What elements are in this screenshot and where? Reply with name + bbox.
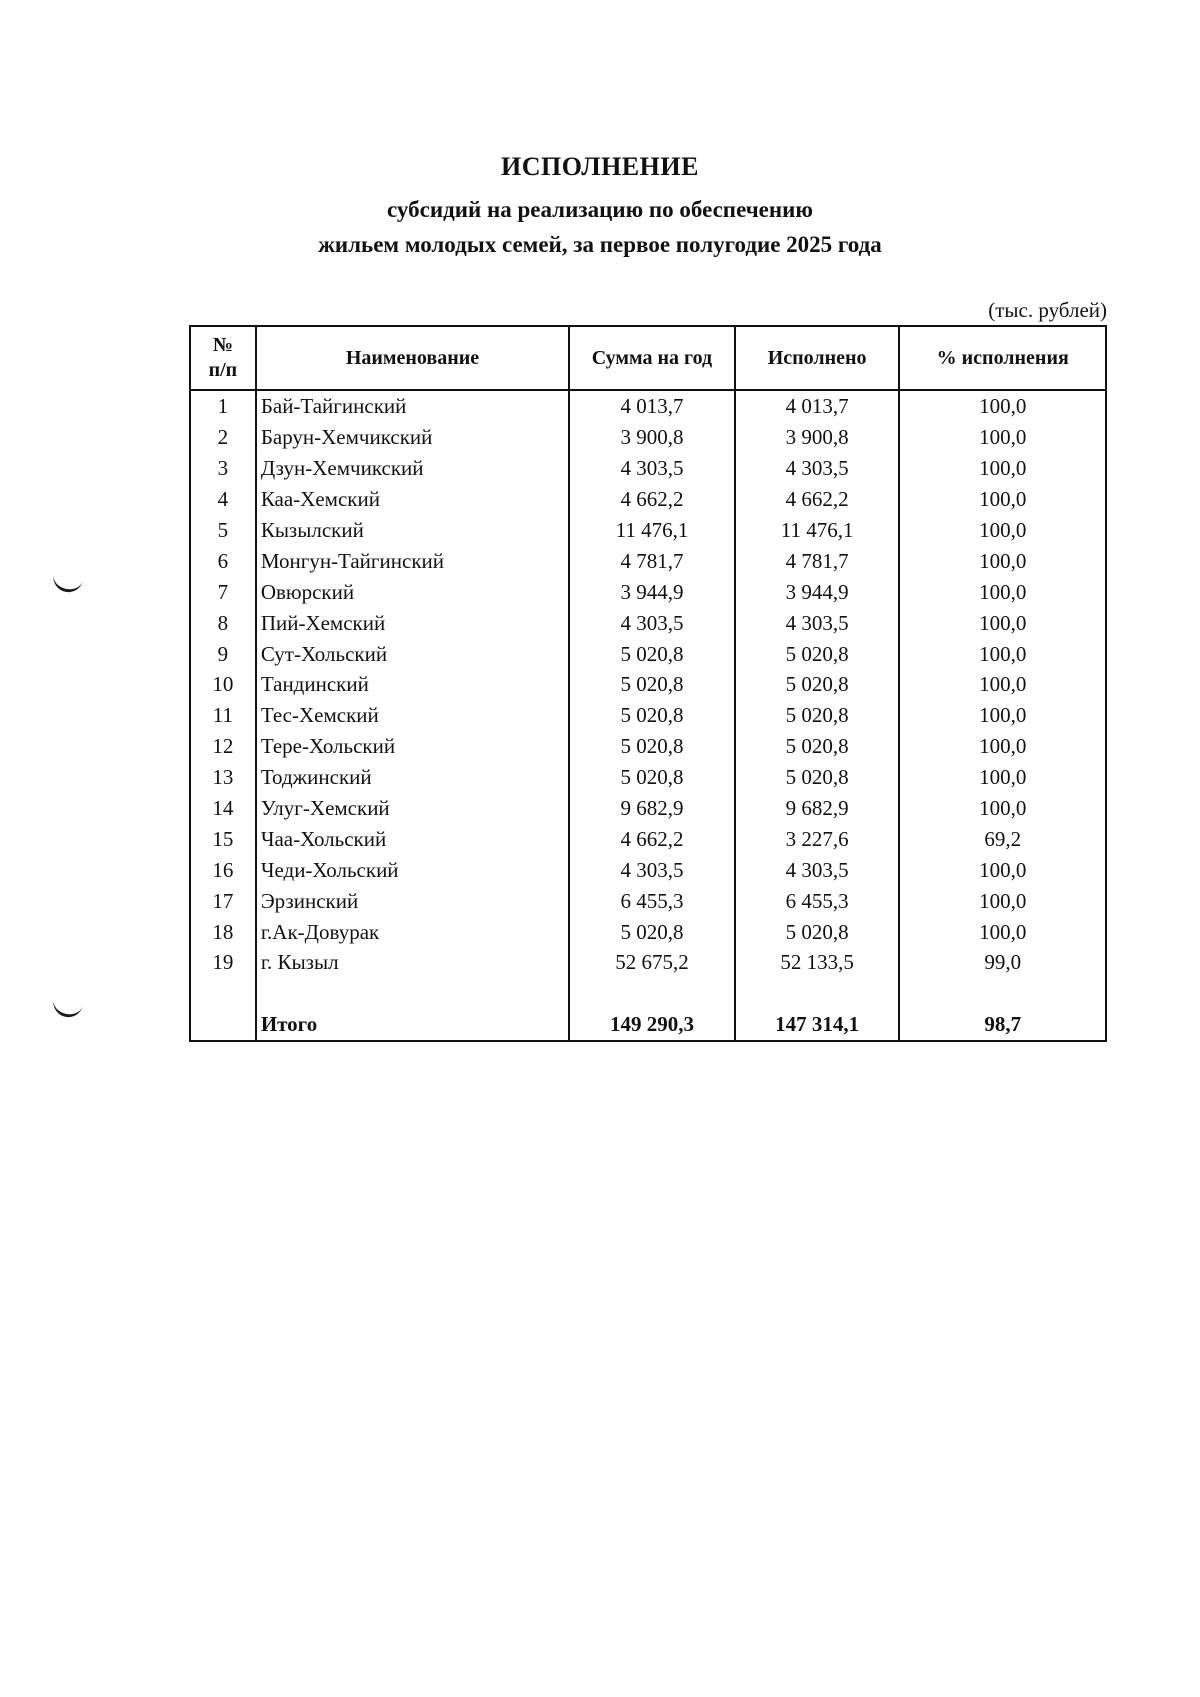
spacer-cell	[256, 978, 569, 1009]
row-execution-percent: 100,0	[899, 793, 1106, 824]
row-annual-sum: 5 020,8	[569, 731, 735, 762]
row-executed: 3 227,6	[735, 823, 900, 854]
row-name: Сут-Хольский	[256, 638, 569, 669]
row-name: Тандинский	[256, 669, 569, 700]
table-row	[190, 669, 1106, 700]
row-name: Овюрский	[256, 576, 569, 607]
row-execution-percent: 100,0	[899, 916, 1106, 947]
table-row	[190, 453, 1106, 484]
spacer-cell	[735, 978, 900, 1009]
row-name: Пий-Хемский	[256, 607, 569, 638]
row-name: г.Ак-Довурак	[256, 916, 569, 947]
row-name: Кызылский	[256, 515, 569, 546]
row-number: 7	[190, 576, 256, 607]
row-number: 13	[190, 762, 256, 793]
row-executed: 4 013,7	[735, 390, 900, 422]
row-name: Чеди-Хольский	[256, 854, 569, 885]
row-number: 3	[190, 453, 256, 484]
units-note: (тыс. рублей)	[988, 298, 1107, 322]
scan-mark	[51, 572, 84, 595]
table-row	[190, 916, 1106, 947]
row-name: г. Кызыл	[256, 947, 569, 978]
row-number: 12	[190, 731, 256, 762]
table-row	[190, 762, 1106, 793]
table-row	[190, 515, 1106, 546]
row-execution-percent: 100,0	[899, 762, 1106, 793]
table-row	[190, 731, 1106, 762]
row-execution-percent: 100,0	[899, 545, 1106, 576]
header-executed: Исполнено	[735, 326, 900, 390]
row-name: Чаа-Хольский	[256, 823, 569, 854]
row-execution-percent: 69,2	[899, 823, 1106, 854]
row-execution-percent: 100,0	[899, 453, 1106, 484]
total-number-cell	[190, 1009, 256, 1041]
row-name: Каа-Хемский	[256, 484, 569, 515]
table-row	[190, 422, 1106, 453]
row-number: 5	[190, 515, 256, 546]
row-annual-sum: 5 020,8	[569, 669, 735, 700]
table-row	[190, 484, 1106, 515]
row-executed: 3 944,9	[735, 576, 900, 607]
table-row	[190, 854, 1106, 885]
total-label: Итого	[256, 1009, 569, 1041]
row-number: 19	[190, 947, 256, 978]
row-name: Дзун-Хемчикский	[256, 453, 569, 484]
total-row	[190, 1009, 1106, 1041]
table-row	[190, 885, 1106, 916]
row-name: Монгун-Тайгинский	[256, 545, 569, 576]
row-executed: 5 020,8	[735, 638, 900, 669]
row-annual-sum: 4 013,7	[569, 390, 735, 422]
row-number: 18	[190, 916, 256, 947]
row-annual-sum: 6 455,3	[569, 885, 735, 916]
row-execution-percent: 100,0	[899, 669, 1106, 700]
total-annual-sum: 149 290,3	[569, 1009, 735, 1041]
row-name: Улуг-Хемский	[256, 793, 569, 824]
table-row	[190, 390, 1106, 422]
table-row	[190, 638, 1106, 669]
row-execution-percent: 100,0	[899, 854, 1106, 885]
header-number-label: п/п	[208, 359, 238, 381]
row-number: 8	[190, 607, 256, 638]
row-execution-percent: 100,0	[899, 484, 1106, 515]
row-number: 16	[190, 854, 256, 885]
row-executed: 5 020,8	[735, 731, 900, 762]
header-number-symbol: №	[212, 334, 233, 356]
table-row	[190, 607, 1106, 638]
table-row	[190, 823, 1106, 854]
row-execution-percent: 100,0	[899, 390, 1106, 422]
row-executed: 5 020,8	[735, 669, 900, 700]
spacer-cell	[190, 978, 256, 1009]
table-row	[190, 947, 1106, 978]
row-annual-sum: 4 303,5	[569, 854, 735, 885]
row-execution-percent: 100,0	[899, 422, 1106, 453]
row-name: Тоджинский	[256, 762, 569, 793]
row-annual-sum: 4 303,5	[569, 607, 735, 638]
row-executed: 4 303,5	[735, 854, 900, 885]
header-execution-percent: % исполнения	[899, 326, 1106, 390]
row-number: 17	[190, 885, 256, 916]
row-annual-sum: 4 662,2	[569, 823, 735, 854]
row-annual-sum: 4 662,2	[569, 484, 735, 515]
table-row	[190, 545, 1106, 576]
table-row	[190, 576, 1106, 607]
row-executed: 5 020,8	[735, 762, 900, 793]
header-annual-sum: Сумма на год	[569, 326, 735, 390]
row-annual-sum: 3 944,9	[569, 576, 735, 607]
row-name: Тес-Хемский	[256, 700, 569, 731]
row-annual-sum: 11 476,1	[569, 515, 735, 546]
row-annual-sum: 3 900,8	[569, 422, 735, 453]
row-executed: 4 303,5	[735, 607, 900, 638]
row-annual-sum: 5 020,8	[569, 638, 735, 669]
row-execution-percent: 100,0	[899, 607, 1106, 638]
row-executed: 9 682,9	[735, 793, 900, 824]
row-execution-percent: 100,0	[899, 885, 1106, 916]
document-subtitle-line-2: жильем молодых семей, за первое полугодие 2025 года	[318, 232, 882, 257]
row-executed: 4 781,7	[735, 545, 900, 576]
row-annual-sum: 5 020,8	[569, 762, 735, 793]
row-executed: 6 455,3	[735, 885, 900, 916]
row-execution-percent: 100,0	[899, 638, 1106, 669]
row-name: Барун-Хемчикский	[256, 422, 569, 453]
row-annual-sum: 9 682,9	[569, 793, 735, 824]
row-annual-sum: 4 303,5	[569, 453, 735, 484]
document-subtitle-line-1: субсидий на реализацию по обеспечению	[387, 197, 813, 222]
table-header	[190, 326, 1106, 390]
row-number: 1	[190, 390, 256, 422]
row-annual-sum: 5 020,8	[569, 700, 735, 731]
row-number: 4	[190, 484, 256, 515]
table-row	[190, 700, 1106, 731]
row-number: 11	[190, 700, 256, 731]
header-number	[190, 326, 256, 390]
row-executed: 4 662,2	[735, 484, 900, 515]
row-execution-percent: 99,0	[899, 947, 1106, 978]
table-row	[190, 793, 1106, 824]
table-body	[190, 390, 1106, 1041]
row-executed: 3 900,8	[735, 422, 900, 453]
row-executed: 11 476,1	[735, 515, 900, 546]
row-number: 10	[190, 669, 256, 700]
row-execution-percent: 100,0	[899, 700, 1106, 731]
row-annual-sum: 52 675,2	[569, 947, 735, 978]
row-number: 9	[190, 638, 256, 669]
total-execution-percent: 98,7	[899, 1009, 1106, 1041]
row-number: 6	[190, 545, 256, 576]
row-execution-percent: 100,0	[899, 515, 1106, 546]
execution-table	[189, 325, 1107, 1042]
total-executed: 147 314,1	[735, 1009, 900, 1041]
row-number: 2	[190, 422, 256, 453]
spacer-row	[190, 978, 1106, 1009]
row-executed: 5 020,8	[735, 916, 900, 947]
spacer-cell	[569, 978, 735, 1009]
document-title: ИСПОЛНЕНИЕ	[501, 152, 699, 181]
row-executed: 4 303,5	[735, 453, 900, 484]
row-name: Эрзинский	[256, 885, 569, 916]
scan-mark	[51, 997, 84, 1020]
row-number: 15	[190, 823, 256, 854]
row-number: 14	[190, 793, 256, 824]
spacer-cell	[899, 978, 1106, 1009]
row-annual-sum: 5 020,8	[569, 916, 735, 947]
row-name: Бай-Тайгинский	[256, 390, 569, 422]
row-executed: 52 133,5	[735, 947, 900, 978]
row-execution-percent: 100,0	[899, 731, 1106, 762]
row-name: Тере-Хольский	[256, 731, 569, 762]
header-name: Наименование	[256, 326, 569, 390]
row-execution-percent: 100,0	[899, 576, 1106, 607]
row-annual-sum: 4 781,7	[569, 545, 735, 576]
row-executed: 5 020,8	[735, 700, 900, 731]
